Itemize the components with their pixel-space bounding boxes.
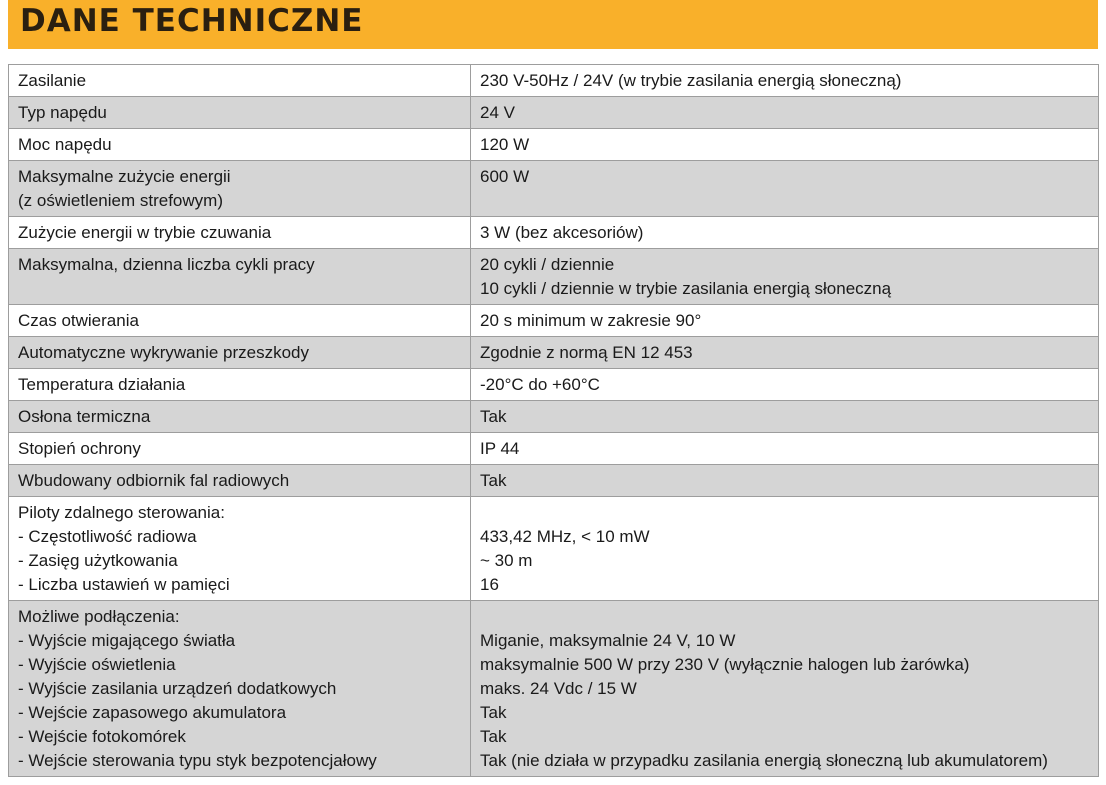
spec-value: 24 V: [471, 97, 1099, 129]
spec-value: Miganie, maksymalnie 24 V, 10 W maksymalnie 500 W przy 230 V (wyłącznie halogen lub żarówka) maks. 24 Vdc / 15 W Tak Tak Tak (nie działa w przypadku zasilania energią słoneczną lub akumulatorem): [471, 601, 1099, 777]
table-row: [9, 129, 1099, 161]
spec-label: Moc napędu: [9, 129, 471, 161]
spec-label: Zużycie energii w trybie czuwania: [9, 217, 471, 249]
specs-table: [8, 64, 1099, 777]
spec-value: 20 cykli / dziennie 10 cykli / dziennie w trybie zasilania energią słoneczną: [471, 249, 1099, 305]
spec-label: Maksymalna, dzienna liczba cykli pracy: [9, 249, 471, 305]
table-row: [9, 161, 1099, 217]
spec-label: Stopień ochrony: [9, 433, 471, 465]
spec-value: 120 W: [471, 129, 1099, 161]
spec-value: Zgodnie z normą EN 12 453: [471, 337, 1099, 369]
table-row: [9, 337, 1099, 369]
table-row: [9, 97, 1099, 129]
spec-label: Osłona termiczna: [9, 401, 471, 433]
table-row: [9, 401, 1099, 433]
spec-value: 600 W: [471, 161, 1099, 217]
spec-value: 3 W (bez akcesoriów): [471, 217, 1099, 249]
spec-label: Piloty zdalnego sterowania: - Częstotliwość radiowa - Zasięg użytkowania - Liczba ustawień w pamięci: [9, 497, 471, 601]
table-row: [9, 601, 1099, 777]
table-row: [9, 369, 1099, 401]
spec-label: Wbudowany odbiornik fal radiowych: [9, 465, 471, 497]
table-row: [9, 65, 1099, 97]
spec-label: Czas otwierania: [9, 305, 471, 337]
spec-value: 20 s minimum w zakresie 90°: [471, 305, 1099, 337]
spec-label: Zasilanie: [9, 65, 471, 97]
spec-value: Tak: [471, 401, 1099, 433]
spec-value: -20°C do +60°C: [471, 369, 1099, 401]
spec-label: Typ napędu: [9, 97, 471, 129]
table-row: [9, 249, 1099, 305]
spec-value: 230 V-50Hz / 24V (w trybie zasilania energią słoneczną): [471, 65, 1099, 97]
section-header: [8, 0, 1098, 49]
spec-value: Tak: [471, 465, 1099, 497]
table-row: [9, 305, 1099, 337]
table-row: [9, 217, 1099, 249]
spec-label: Automatyczne wykrywanie przeszkody: [9, 337, 471, 369]
spec-label: Możliwe podłączenia: - Wyjście migającego światła - Wyjście oświetlenia - Wyjście zasilania urządzeń dodatkowych - Wejście zapasowego akumulatora - Wejście fotokomórek - Wejście sterowania typu styk bezpotencjałowy: [9, 601, 471, 777]
spec-label: Maksymalne zużycie energii (z oświetleniem strefowym): [9, 161, 471, 217]
spec-value: 433,42 MHz, < 10 mW ~ 30 m 16: [471, 497, 1099, 601]
section-title: DANE TECHNICZNE: [20, 3, 364, 39]
table-row: [9, 433, 1099, 465]
spec-value: IP 44: [471, 433, 1099, 465]
spec-label: Temperatura działania: [9, 369, 471, 401]
table-row: [9, 465, 1099, 497]
table-row: [9, 497, 1099, 601]
